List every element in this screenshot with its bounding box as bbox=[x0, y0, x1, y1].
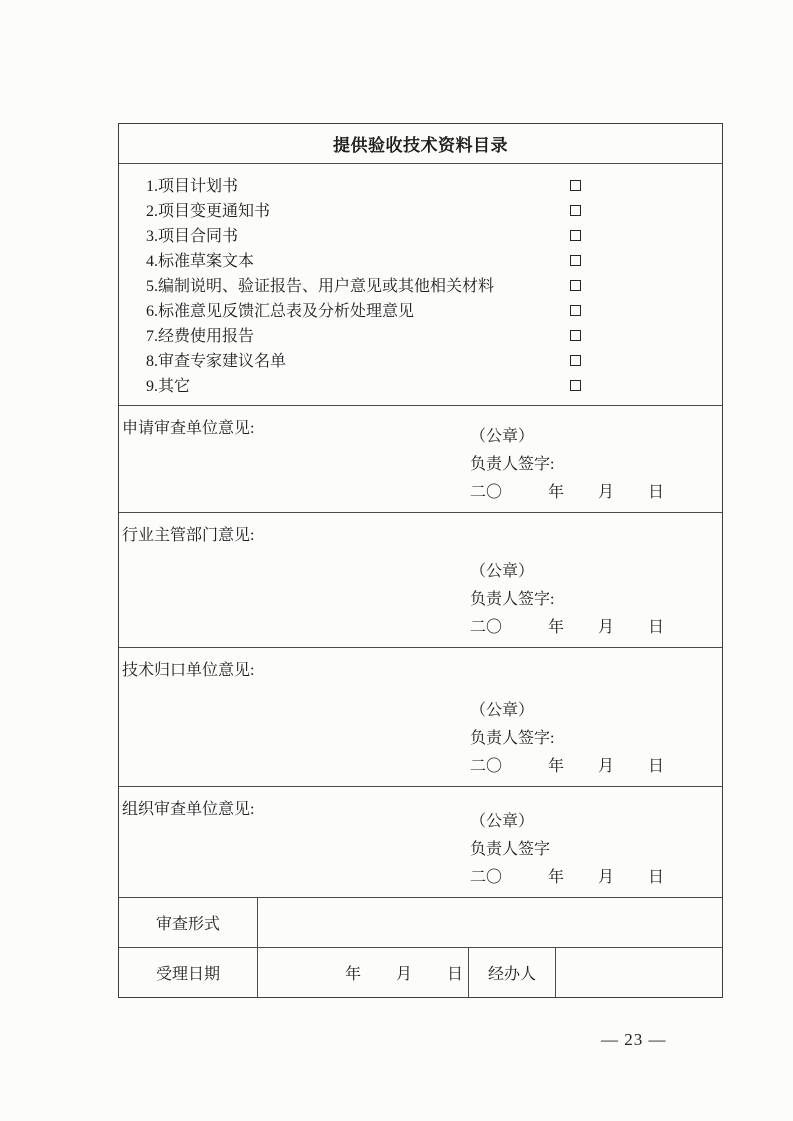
checklist-item bbox=[119, 249, 722, 274]
opinion-section-organizer bbox=[119, 786, 722, 897]
opinion-section-technical-committee bbox=[119, 647, 722, 786]
date-day-label: 日 bbox=[446, 966, 463, 983]
checklist-item bbox=[119, 174, 722, 199]
date-era: 二〇 bbox=[470, 619, 503, 636]
checkbox-icon bbox=[570, 280, 581, 291]
signature-block bbox=[470, 423, 664, 507]
checklist-item bbox=[119, 199, 722, 224]
review-form-label: 审查形式 bbox=[155, 916, 220, 933]
signature-block bbox=[470, 808, 664, 892]
date-day-label: 日 bbox=[648, 758, 665, 775]
page-number: — 23 — bbox=[601, 1030, 667, 1049]
date-era: 二〇 bbox=[470, 484, 503, 501]
date-month-label: 月 bbox=[598, 619, 615, 636]
date-era: 二〇 bbox=[470, 758, 503, 775]
checklist-item-label: 3.项目合同书 bbox=[146, 228, 239, 245]
signature-label: 负责人签字: bbox=[470, 456, 555, 473]
signature-block bbox=[470, 697, 664, 781]
date-month-label: 月 bbox=[598, 869, 615, 886]
opinion-label: 行业主管部门意见: bbox=[122, 527, 255, 544]
opinion-section-applicant bbox=[119, 405, 722, 512]
checklist-item bbox=[119, 274, 722, 299]
opinion-label: 申请审查单位意见: bbox=[122, 420, 255, 437]
date-year-label: 年 bbox=[548, 758, 565, 775]
checklist-item bbox=[119, 349, 722, 374]
date-year-label: 年 bbox=[548, 484, 565, 501]
checklist-section bbox=[119, 163, 722, 405]
checklist-item-label: 5.编制说明、验证报告、用户意见或其他相关材料 bbox=[146, 278, 495, 295]
review-form-row bbox=[119, 897, 722, 947]
checkbox-icon bbox=[570, 180, 581, 191]
seal-placeholder: （公章） bbox=[470, 813, 535, 830]
checklist-item bbox=[119, 324, 722, 349]
checkbox-icon bbox=[570, 380, 581, 391]
signature-label: 负责人签字: bbox=[470, 591, 555, 608]
checkbox-icon bbox=[570, 205, 581, 216]
acceptance-date-label-cell bbox=[119, 948, 258, 997]
review-form-label-cell bbox=[119, 898, 258, 947]
checklist-item bbox=[119, 224, 722, 249]
checkbox-icon bbox=[570, 355, 581, 366]
date-line bbox=[470, 479, 664, 507]
opinion-label: 组织审查单位意见: bbox=[122, 801, 255, 818]
signature-label: 负责人签字 bbox=[470, 841, 551, 858]
signature-block bbox=[470, 558, 664, 642]
review-form-value-cell bbox=[258, 898, 722, 947]
checkbox-icon bbox=[570, 255, 581, 266]
checkbox-icon bbox=[570, 330, 581, 341]
date-month-label: 月 bbox=[395, 966, 412, 983]
checklist-item-label: 2.项目变更通知书 bbox=[146, 203, 271, 220]
checklist-item-label: 7.经费使用报告 bbox=[146, 328, 255, 345]
form-title-row bbox=[119, 124, 722, 163]
handler-value-cell bbox=[556, 948, 722, 997]
checklist-item-label: 1.项目计划书 bbox=[146, 178, 239, 195]
checklist-item-label: 9.其它 bbox=[146, 378, 191, 395]
date-month-label: 月 bbox=[598, 484, 615, 501]
date-day-label: 日 bbox=[648, 619, 665, 636]
date-line bbox=[470, 864, 664, 892]
checklist-item-label: 6.标准意见反馈汇总表及分析处理意见 bbox=[146, 303, 415, 320]
opinion-section-industry-authority bbox=[119, 512, 722, 647]
acceptance-form-table bbox=[118, 123, 723, 998]
acceptance-date-label: 受理日期 bbox=[155, 966, 220, 983]
seal-placeholder: （公章） bbox=[470, 702, 535, 719]
checklist-item-label: 4.标准草案文本 bbox=[146, 253, 255, 270]
seal-placeholder: （公章） bbox=[470, 563, 535, 580]
date-year-label: 年 bbox=[548, 619, 565, 636]
handler-label-cell bbox=[469, 948, 556, 997]
date-line bbox=[470, 614, 664, 642]
acceptance-date-value-cell bbox=[258, 948, 469, 997]
date-year-label: 年 bbox=[548, 869, 565, 886]
signature-label: 负责人签字: bbox=[470, 730, 555, 747]
checkbox-icon bbox=[570, 305, 581, 316]
date-line bbox=[470, 753, 664, 781]
seal-placeholder: （公章） bbox=[470, 428, 535, 445]
handler-label: 经办人 bbox=[487, 966, 536, 983]
checkbox-icon bbox=[570, 230, 581, 241]
checklist-item bbox=[119, 374, 722, 399]
checklist-item bbox=[119, 299, 722, 324]
date-era: 二〇 bbox=[470, 869, 503, 886]
opinion-label: 技术归口单位意见: bbox=[122, 662, 255, 679]
date-month-label: 月 bbox=[598, 758, 615, 775]
date-day-label: 日 bbox=[648, 869, 665, 886]
acceptance-date-row bbox=[119, 947, 722, 997]
date-year-label: 年 bbox=[344, 966, 361, 983]
checklist-item-label: 8.审查专家建议名单 bbox=[146, 353, 287, 370]
form-title: 提供验收技术资料目录 bbox=[333, 136, 508, 155]
date-day-label: 日 bbox=[648, 484, 665, 501]
